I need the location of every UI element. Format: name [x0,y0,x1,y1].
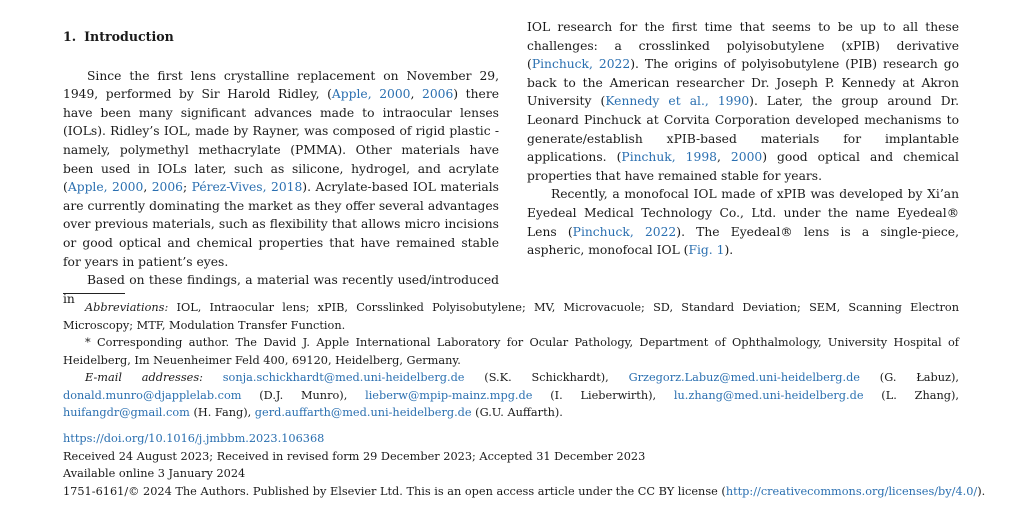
email-owner: (D.J. Munro), [241,388,366,402]
abbreviations-note [63,299,959,334]
section-number: 1. [63,29,77,44]
email-owner: (I. Lieberwirth), [532,388,674,402]
left-column [63,28,499,308]
citation-link[interactable]: Kennedy et al., 1990 [605,94,750,109]
email-link[interactable]: gerd.auffarth@med.uni-heidelberg.de [254,406,472,419]
email-owner: (L. Zhang), [863,388,959,402]
email-link[interactable]: Grzegorz.Labuz@med.uni-heidelberg.de [628,371,860,384]
footnote-divider [63,293,125,294]
paragraph-text: ). The origins of polyisobutylene (PIB) research go back to the American researcher Dr. Joseph P. Kennedy at Akron University ( [527,57,959,109]
email-owner: (G.U. Auffarth). [471,406,563,419]
license-link[interactable]: http://creativecommons.org/licenses/by/4.0/ [725,484,978,498]
citation-link[interactable]: Pérez-Vives, 2018 [191,180,303,195]
email-owner: (S.K. Schickhardt), [464,371,629,384]
corresponding-author-note: * Corresponding author. The David J. Apple International Laboratory for Ocular Pathology, Department of Ophthalmology, University Hospital of Heidelberg, Im Neuenheimer Feld 400, 69120, Heidelberg, Germany. [63,336,959,367]
footnotes [63,299,959,422]
email-link[interactable]: lu.zhang@med.uni-heidelberg.de [673,388,864,402]
email-link[interactable]: sonja.schickhardt@med.uni-heidelberg.de [222,371,465,384]
section-title: Introduction [84,29,174,44]
paragraph-text: ; [182,180,192,195]
history-line: Received 24 August 2023; Received in revised form 29 December 2023; Accepted 31 December 2023 [63,449,646,463]
email-label: E-mail addresses: [85,371,203,384]
email-link[interactable]: donald.munro@djapplelab.com [63,388,242,402]
paragraph-text: Recently, a monofocal IOL made of xPIB was developed by Xi’an Eyedeal Medical Technology Co., Ltd. under the name Eyedeal® Lens ( [527,187,959,239]
intro-paragraph-2-continued [527,18,959,185]
paragraph-text: , [143,180,152,195]
intro-paragraph-2: Based on these findings, a material was recently used/introduced in [63,273,499,306]
doi-link[interactable]: https://doi.org/10.1016/j.jmbbm.2023.106368 [63,432,325,445]
figure-link[interactable]: Fig. 1 [688,243,725,258]
abbreviations-text: IOL, Intraocular lens; xPIB, Corsslinked Polyisobutylene; MV, Microvacuole; SD, Standard Deviation; SEM, Scanning Electron Microscopy; MTF, Modulation Transfer Function. [63,301,959,332]
email-owner: (G. Łabuz), [860,371,959,384]
intro-paragraph-1 [63,67,499,272]
citation-link[interactable]: 2000 [730,150,763,165]
online-date: Available online 3 January 2024 [63,467,246,480]
license-line [63,483,986,501]
email-link[interactable]: lieberw@mpip-mainz.mpg.de [365,388,533,402]
paragraph-text: Since the first lens crystalline replacement on November 29, 1949, performed by Sir Harold Ridley, ( [63,68,499,102]
intro-paragraph-3 [527,185,959,259]
citation-link[interactable]: Pinchuck, 2022 [572,224,677,239]
doi-line [63,430,963,448]
paragraph-text: ) there have been many significant advances made to intraocular lenses (IOLs). Ridley’s IOL, made by Rayner, was composed of rigid plastic - namely, polymethyl methacrylate (PMMA). Other materials have been used in IOLs later, such as silicone, hydrogel, and acrylate ( [63,87,499,195]
license-text: 1751-6161/© 2024 The Authors. Published by Elsevier Ltd. This is an open access article under the CC BY license ( [63,484,726,498]
license-end: ). [977,484,986,498]
paragraph-text: , [716,150,731,165]
article-meta [63,430,986,500]
email-addresses-note [63,369,959,422]
paragraph-text: ). The Eyedeal® lens is a single-piece, aspheric, monofocal IOL ( [527,224,959,258]
citation-link[interactable]: Apple, 2000 [331,87,411,102]
paragraph-text: ). Acrylate-based IOL materials are currently dominating the market as they offer several advantages over previous materials, such as flexibility that allows micro incisions or good optical and chemical properties that have remained stable for years in patient’s eyes. [63,180,499,269]
citation-link[interactable]: Pinchuk, 1998 [621,150,717,165]
paragraph-text: , [410,87,422,102]
paragraph-text: ). Later, the group around Dr. Leonard Pinchuck at Corvita Corporation developed mechanisms to generate/establish xPIB-based materials for implantable applications. ( [527,94,959,165]
citation-link[interactable]: Apple, 2000 [67,180,144,195]
citation-link[interactable]: 2006 [151,180,183,195]
section-heading [63,28,499,47]
paragraph-text: ) good optical and chemical properties that have remained stable for years. [527,150,959,183]
email-link[interactable]: huifangdr@gmail.com [63,406,190,419]
citation-link[interactable]: Pinchuck, 2022 [531,57,631,72]
abbreviations-label: Abbreviations: [85,301,169,314]
right-column [527,18,959,260]
paragraph-text: ). [724,243,734,258]
email-owner: (H. Fang), [189,406,255,419]
paragraph-text: IOL research for the first time that seems to be up to all these challenges: a crosslinked polyisobutylene (xPIB) derivative ( [527,20,959,72]
citation-link[interactable]: 2006 [422,87,454,102]
